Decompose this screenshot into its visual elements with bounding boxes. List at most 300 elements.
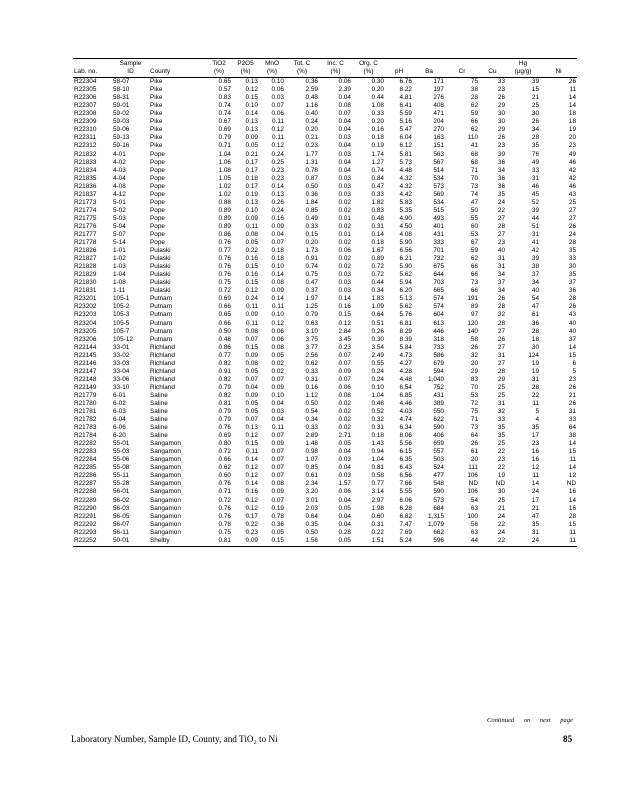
- table-cell: 604: [433, 311, 444, 319]
- table-cell: 0.52: [371, 408, 384, 416]
- table-cell: 47: [470, 198, 478, 206]
- column-header: Ba: [413, 68, 445, 78]
- table-cell: 0.06: [338, 78, 351, 86]
- table-cell: R21832: [74, 150, 97, 158]
- table-cell: R22284: [74, 456, 97, 464]
- table-cell: 0.01: [338, 214, 351, 222]
- table-cell: R22307: [74, 102, 97, 110]
- table-cell: 703: [433, 279, 444, 287]
- table-cell: Saline: [150, 399, 168, 407]
- table-cell: 0.03: [338, 279, 351, 287]
- table-cell: Richland: [150, 383, 175, 391]
- table-cell: 34: [497, 271, 505, 279]
- table-cell: 0.57: [218, 86, 231, 94]
- table-cell: R21779: [74, 391, 97, 399]
- table-cell: Shelby: [149, 537, 206, 547]
- table-cell: 0.23: [245, 528, 258, 536]
- table-cell: 0.44: [371, 94, 384, 102]
- table-row: [73, 247, 577, 255]
- table-cell: 0.60: [218, 472, 231, 480]
- table-cell: 1-02: [113, 255, 126, 263]
- table-cell: 0.33: [305, 367, 318, 375]
- table-cell: 0.04: [271, 230, 284, 238]
- table-cell: 0.04: [338, 118, 351, 126]
- table-cell: 0.79: [218, 416, 231, 424]
- table-cell: 270: [433, 126, 444, 134]
- table-cell: Pope: [150, 150, 165, 158]
- table-cell: 26: [497, 134, 505, 142]
- table-cell: 2.34: [305, 480, 318, 488]
- table-cell: 563: [433, 150, 444, 158]
- table-cell: 46: [531, 182, 539, 190]
- table-cell: 8.06: [399, 432, 412, 440]
- table-cell: 1.83: [371, 295, 384, 303]
- table-cell: 0.11: [246, 303, 258, 311]
- table-cell: 1.77: [305, 150, 318, 158]
- table-cell: 8.22: [399, 86, 412, 94]
- table-cell: 0.12: [245, 86, 258, 94]
- table-cell: 0.10: [271, 311, 284, 319]
- table-cell: 0.76: [218, 271, 231, 279]
- table-cell: 11: [532, 399, 539, 407]
- table-cell: 64: [470, 432, 478, 440]
- data-table: [73, 58, 577, 547]
- table-cell: 14: [568, 496, 576, 504]
- table-cell: 191: [467, 295, 478, 303]
- table-cell: 5.81: [399, 150, 412, 158]
- table-cell: 0.31: [305, 375, 318, 383]
- table-cell: 0.16: [245, 488, 258, 496]
- table-cell: 31: [497, 263, 505, 271]
- table-cell: 29: [497, 375, 505, 383]
- table-cell: 5.35: [399, 206, 412, 214]
- table-cell: 1-01: [113, 247, 126, 255]
- table-cell: R23204: [74, 319, 97, 327]
- table-cell: 27: [497, 230, 505, 238]
- table-cell: 534: [433, 198, 444, 206]
- table-cell: 0.69: [218, 126, 231, 134]
- table-cell: 0.10: [245, 102, 258, 110]
- table-cell: 26: [568, 303, 576, 311]
- table-cell: 12: [568, 472, 576, 480]
- table-cell: 0.89: [371, 255, 384, 263]
- table-cell: R22304: [74, 78, 97, 86]
- table-cell: 0.14: [371, 230, 384, 238]
- table-cell: 34: [531, 279, 539, 287]
- table-cell: 675: [433, 263, 444, 271]
- table-row: [73, 400, 577, 408]
- table-cell: 471: [433, 110, 444, 118]
- table-cell: 0.81: [371, 464, 384, 472]
- table-cell: Pike: [150, 86, 163, 94]
- table-cell: 20: [470, 359, 478, 367]
- table-cell: R22145: [74, 351, 97, 359]
- table-cell: 0.76: [218, 480, 231, 488]
- table-cell: 11: [540, 537, 577, 547]
- table-cell: 0.02: [338, 255, 351, 263]
- table-cell: 28: [531, 134, 539, 142]
- table-cell: 586: [433, 351, 444, 359]
- table-cell: 662: [433, 528, 444, 536]
- table-cell: 1.04: [371, 391, 384, 399]
- table-cell: 550: [433, 408, 444, 416]
- table-cell: 401: [433, 222, 444, 230]
- table-cell: 75: [470, 78, 478, 86]
- table-cell: 0.15: [259, 537, 285, 547]
- table-cell: R21780: [74, 399, 97, 407]
- table-row: [73, 207, 577, 215]
- table-cell: 0.69: [218, 432, 231, 440]
- table-cell: 0.16: [245, 271, 258, 279]
- table-row: [73, 102, 577, 110]
- table-row: [73, 118, 577, 126]
- table-cell: 56-07: [113, 520, 130, 528]
- table-cell: Pope: [150, 222, 165, 230]
- table-cell: 22: [497, 464, 505, 472]
- table-cell: 679: [433, 359, 444, 367]
- table-cell: 0.77: [218, 247, 231, 255]
- table-cell: 37: [497, 279, 505, 287]
- table-cell: 25: [497, 496, 505, 504]
- table-cell: 49: [568, 150, 576, 158]
- table-cell: 3.10: [305, 327, 318, 335]
- table-cell: 0.07: [245, 416, 258, 424]
- table-cell: 75: [470, 408, 478, 416]
- table-cell: 6.56: [399, 247, 412, 255]
- table-row: [73, 488, 577, 496]
- table-cell: R22310: [74, 126, 97, 134]
- table-cell: 31: [531, 375, 539, 383]
- table-cell: 0.76: [218, 239, 231, 247]
- table-cell: 67: [470, 239, 478, 247]
- table-cell: 31: [497, 399, 505, 407]
- table-cell: 28: [497, 367, 505, 375]
- column-header: (µg/g): [506, 68, 540, 78]
- table-cell: 0.66: [218, 456, 231, 464]
- table-cell: 105-12: [113, 335, 133, 343]
- table-cell: 0.09: [245, 351, 258, 359]
- table-cell: 0.16: [245, 255, 258, 263]
- table-cell: 0.85: [305, 206, 318, 214]
- table-row: [73, 110, 577, 118]
- table-cell: 4.81: [399, 94, 412, 102]
- table-cell: 36: [497, 182, 505, 190]
- table-cell: 0.23: [338, 343, 351, 351]
- table-cell: 477: [433, 472, 444, 480]
- table-cell: 1.16: [305, 102, 318, 110]
- table-cell: Pulaski: [150, 287, 171, 295]
- table-cell: 1.56: [285, 537, 319, 547]
- table-cell: Sangamon: [150, 464, 181, 472]
- table-cell: Pulaski: [150, 271, 171, 279]
- table-cell: 514: [433, 166, 444, 174]
- table-cell: 0.28: [338, 528, 351, 536]
- table-cell: 23: [568, 142, 576, 150]
- table-cell: 0.36: [271, 520, 284, 528]
- table-cell: 0.07: [271, 432, 284, 440]
- table-cell: 4.32: [399, 182, 412, 190]
- table-cell: 534: [433, 174, 444, 182]
- table-cell: 124: [528, 351, 539, 359]
- table-cell: 14: [568, 440, 576, 448]
- table-cell: 59-16: [113, 142, 130, 150]
- table-cell: 62: [470, 126, 478, 134]
- table-cell: 23: [497, 86, 505, 94]
- table-cell: 29: [497, 126, 505, 134]
- table-cell: 1.12: [305, 391, 318, 399]
- table-cell: 0.03: [338, 456, 351, 464]
- table-cell: R21773: [74, 198, 97, 206]
- table-cell: R21830: [74, 279, 97, 287]
- table-cell: 22: [497, 520, 505, 528]
- table-cell: 111: [468, 464, 478, 472]
- table-cell: 1.25: [305, 303, 318, 311]
- table-cell: 0.16: [305, 383, 318, 391]
- table-cell: 0.31: [371, 222, 384, 230]
- table-cell: Pope: [150, 174, 165, 182]
- table-cell: 1.74: [371, 150, 384, 158]
- table-cell: 0.07: [338, 110, 351, 118]
- table-cell: 70: [470, 174, 478, 182]
- table-cell: 29: [470, 367, 478, 375]
- table-cell: 89: [470, 303, 478, 311]
- column-header: (%): [206, 68, 232, 78]
- table-cell: 163: [433, 134, 444, 142]
- column-header: (%): [259, 68, 285, 78]
- table-cell: 20: [568, 134, 576, 142]
- table-cell: 5-04: [113, 222, 126, 230]
- table-cell: 61: [531, 311, 539, 319]
- table-cell: 5.13: [399, 295, 412, 303]
- table-row: [73, 191, 577, 199]
- table-cell: 0.69: [218, 295, 231, 303]
- table-cell: 37: [531, 271, 539, 279]
- table-cell: 318: [433, 335, 444, 343]
- table-cell: 23: [497, 142, 505, 150]
- table-cell: R21826: [74, 247, 97, 255]
- table-cell: 0.03: [271, 94, 284, 102]
- table-cell: 573: [433, 182, 444, 190]
- table-row: [73, 215, 577, 223]
- table-cell: 0.50: [218, 327, 231, 335]
- table-cell: 4.27: [399, 359, 412, 367]
- table-cell: 0.06: [271, 335, 284, 343]
- table-cell: 0.10: [371, 383, 384, 391]
- table-cell: 1.04: [218, 150, 231, 158]
- table-cell: 5.47: [399, 126, 412, 134]
- table-cell: 2.03: [305, 504, 318, 512]
- table-cell: 0.26: [271, 198, 284, 206]
- table-cell: Saline: [150, 416, 168, 424]
- table-cell: 1.05: [218, 174, 231, 182]
- table-cell: 7.66: [399, 480, 412, 488]
- table-cell: 22: [497, 448, 505, 456]
- table-row: [73, 513, 577, 521]
- table-cell: 0.06: [338, 383, 351, 391]
- table-cell: Saline: [150, 424, 168, 432]
- table-cell: 0.04: [338, 142, 351, 150]
- table-cell: 28: [531, 327, 539, 335]
- table-cell: 0.36: [305, 78, 318, 86]
- table-cell: 0.14: [271, 182, 284, 190]
- table-cell: 0.05: [338, 440, 351, 448]
- table-cell: 0.65: [218, 78, 231, 86]
- table-cell: 31: [531, 174, 539, 182]
- table-cell: 0.07: [245, 375, 258, 383]
- table-row: [73, 94, 577, 102]
- table-cell: 39: [531, 255, 539, 263]
- table-cell: 40: [568, 319, 576, 327]
- table-cell: Sangamon: [150, 472, 181, 480]
- table-cell: 6: [572, 359, 576, 367]
- table-cell: 24: [506, 537, 540, 547]
- table-cell: 110: [467, 134, 478, 142]
- table-cell: 2.59: [305, 86, 318, 94]
- table-cell: R22147: [74, 367, 97, 375]
- table-cell: 6.41: [399, 102, 412, 110]
- table-cell: 0.79: [218, 134, 231, 142]
- table-cell: Pulaski: [150, 263, 171, 271]
- table-cell: 74: [470, 190, 478, 198]
- table-cell: 46: [568, 182, 576, 190]
- table-cell: 71: [470, 416, 478, 424]
- table-cell: Sangamon: [150, 504, 181, 512]
- table-cell: 55-03: [113, 448, 130, 456]
- table-cell: 16: [531, 448, 539, 456]
- table-cell: 0.03: [338, 271, 351, 279]
- column-header-top: [149, 59, 206, 69]
- table-row: [73, 368, 577, 376]
- table-cell: 0.08: [338, 102, 351, 110]
- table-cell: 4-04: [113, 174, 126, 182]
- table-cell: 0.08: [271, 279, 284, 287]
- table-cell: 105-7: [113, 327, 130, 335]
- table-cell: 0.03: [338, 182, 351, 190]
- page-number: 85: [563, 734, 573, 744]
- table-cell: 567: [433, 158, 444, 166]
- table-row: [73, 336, 577, 344]
- table-cell: 0.72: [218, 448, 231, 456]
- table-cell: 0.50: [305, 528, 318, 536]
- table-cell: 0.47: [305, 279, 318, 287]
- table-cell: Sangamon: [150, 520, 181, 528]
- table-cell: 3.75: [305, 335, 318, 343]
- table-cell: 0.03: [338, 190, 351, 198]
- table-cell: Sangamon: [150, 496, 181, 504]
- table-cell: 0.75: [305, 271, 318, 279]
- table-cell: 1.73: [305, 247, 318, 255]
- table-cell: 0.10: [271, 78, 284, 86]
- table-cell: 32: [497, 311, 505, 319]
- table-cell: 0.13: [245, 424, 258, 432]
- table-cell: 11: [569, 528, 576, 536]
- table-row: [73, 448, 577, 456]
- table-cell: 66: [470, 287, 478, 295]
- table-cell: 0.16: [271, 214, 284, 222]
- table-header: [73, 59, 577, 78]
- table-cell: 0.11: [272, 424, 284, 432]
- table-cell: 204: [433, 118, 444, 126]
- table-cell: 73: [470, 182, 478, 190]
- table-cell: 43: [568, 311, 576, 319]
- table-cell: 4.48: [399, 375, 412, 383]
- table-cell: 19: [531, 367, 539, 375]
- table-cell: 1.57: [338, 480, 351, 488]
- table-cell: 3.45: [338, 335, 351, 343]
- table-cell: 1.27: [371, 158, 384, 166]
- table-cell: Pike: [150, 118, 163, 126]
- table-cell: 0.76: [218, 263, 231, 271]
- table-cell: 0.30: [371, 78, 384, 86]
- table-cell: 59: [470, 110, 478, 118]
- table-cell: 594: [433, 367, 444, 375]
- table-cell: 0.78: [271, 512, 284, 520]
- table-cell: 446: [433, 327, 444, 335]
- column-header-top: Org. C: [352, 59, 385, 69]
- table-cell: 0.09: [245, 214, 258, 222]
- table-cell: 14: [531, 480, 539, 488]
- table-cell: 36: [497, 174, 505, 182]
- table-cell: 0.81: [218, 399, 231, 407]
- table-cell: 49: [531, 158, 539, 166]
- table-cell: 120: [467, 319, 478, 327]
- table-cell: 55-08: [113, 464, 130, 472]
- table-cell: 684: [433, 504, 444, 512]
- table-cell: 1.08: [218, 166, 231, 174]
- table-cell: 4.42: [399, 190, 412, 198]
- table-cell: 33: [568, 255, 576, 263]
- header-row-1: [73, 59, 577, 69]
- table-cell: 0.18: [245, 174, 258, 182]
- table-cell: 56-11: [113, 528, 129, 536]
- table-cell: 574: [433, 303, 444, 311]
- table-cell: R23202: [74, 303, 97, 311]
- table-cell: 0.04: [338, 496, 351, 504]
- table-cell: 0.60: [371, 512, 384, 520]
- table-cell: 0.04: [338, 166, 351, 174]
- table-cell: 6.81: [399, 319, 412, 327]
- table-cell: Putnam: [150, 319, 173, 327]
- table-cell: 11: [569, 86, 576, 94]
- table-cell: 58-31: [113, 94, 130, 102]
- table-cell: 0.71: [218, 142, 231, 150]
- table-cell: 2.56: [305, 351, 318, 359]
- table-cell: 35: [497, 190, 505, 198]
- table-cell: 1-11: [113, 287, 126, 295]
- table-cell: 14: [568, 94, 576, 102]
- table-cell: Pope: [150, 239, 165, 247]
- table-cell: 1.98: [371, 504, 384, 512]
- table-row: [73, 505, 577, 513]
- table-cell: R21827: [74, 255, 97, 263]
- table-cell: 0.47: [371, 182, 384, 190]
- table-cell: Pope: [150, 206, 165, 214]
- table-cell: 43: [568, 190, 576, 198]
- table-cell: 38: [470, 86, 478, 94]
- table-cell: 0.18: [371, 134, 384, 142]
- table-cell: 0.25: [271, 158, 284, 166]
- table-cell: 42: [531, 247, 539, 255]
- table-cell: 23: [497, 456, 505, 464]
- table-cell: 0.03: [338, 287, 351, 295]
- table-cell: 0.02: [271, 367, 284, 375]
- table-cell: 0.14: [271, 295, 284, 303]
- table-cell: 27: [568, 206, 576, 214]
- table-cell: 0.26: [371, 327, 384, 335]
- table-cell: 26: [470, 343, 478, 351]
- table-cell: R22308: [74, 110, 97, 118]
- table-cell: Richland: [150, 343, 175, 351]
